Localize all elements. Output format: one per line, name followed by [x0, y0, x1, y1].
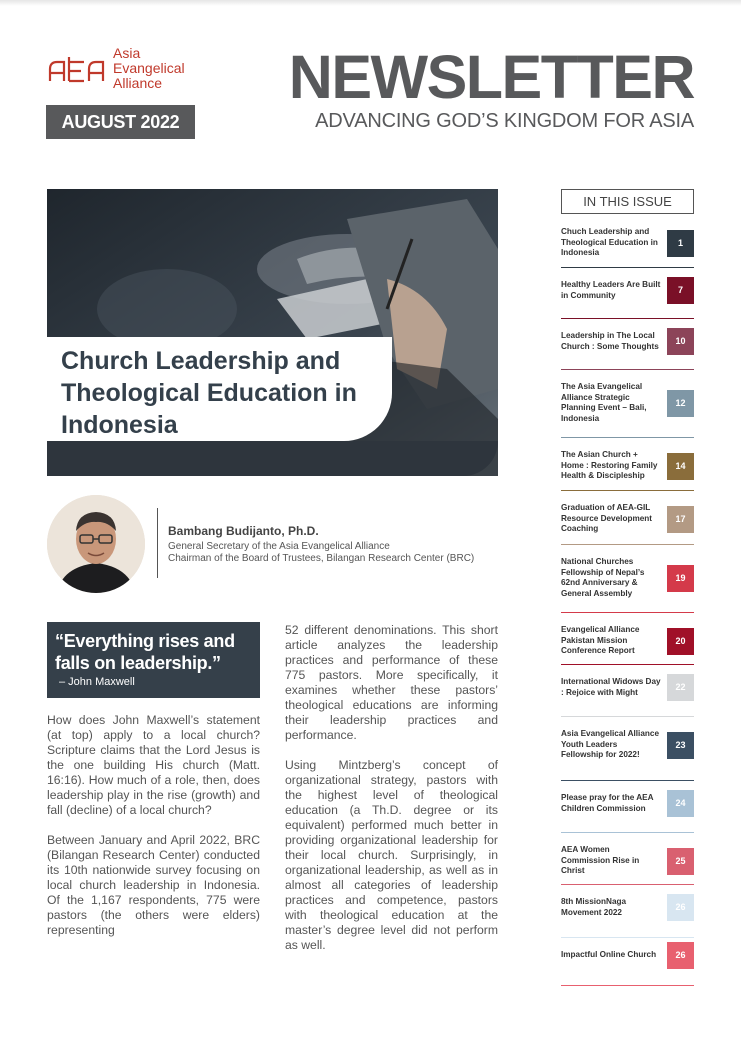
issue-item-label: 8th MissionNaga Movement 2022 — [561, 897, 627, 917]
article-column-2 — [285, 623, 498, 968]
logo-line1: Asia — [113, 45, 141, 61]
issue-page-badge: 14 — [667, 453, 694, 480]
logo-line2: Evangelical — [113, 60, 185, 76]
issue-item-label: National Churches Fellowship of Nepal’s 62nd Anniversary & General Assembly — [561, 557, 645, 598]
issue-item-label: Asia Evangelical Alliance Youth Leaders Fellowship for 2022! — [561, 729, 659, 759]
issue-page-badge: 7 — [667, 277, 694, 304]
issue-date: AUGUST 2022 — [46, 105, 195, 139]
issue-item-label: International Widows Day : Rejoice with Might — [561, 677, 661, 697]
issue-page-badge: 22 — [667, 674, 694, 701]
issue-item-label: Healthy Leaders Are Built in Community — [561, 280, 661, 300]
author-block — [168, 524, 474, 565]
issue-page-badge: 12 — [667, 390, 694, 417]
aea-logo-mark-icon — [47, 54, 107, 84]
paragraph: Using Mintzberg’s concept of organizational strategy, pastors with the highest level of theological education (a Th.D. degree or its equivalent) performed much better in providing organizational leadership for their local church. Surprisingly, in organizational leadership, as well as in almost all categories of leadership practices and competence, pastors with theological education at the master’s degree level did not perform as well. — [285, 758, 498, 952]
issue-item-label: Graduation of AEA-GIL Resource Development Coaching — [561, 503, 653, 533]
issue-page-badge: 17 — [667, 506, 694, 533]
author-divider — [157, 508, 158, 578]
issue-divider — [561, 937, 694, 938]
logo-wordmark — [113, 46, 223, 91]
issue-divider — [561, 716, 694, 717]
paragraph: How does John Maxwell’s statement (at top) apply to a local church? Scripture claims that the Lord Jesus is the one building His church (Matt. 16:16). How much of a role, then, does leadership play in the rise (growth) and fall (decline) of a local church? — [47, 713, 260, 817]
issue-divider — [561, 612, 694, 613]
issue-item-label: Leadership in The Local Church : Some Thoughts — [561, 331, 659, 351]
pull-quote — [47, 622, 260, 698]
author-role-2: Chairman of the Board of Trustees, Bilangan Research Center (BRC) — [168, 553, 475, 564]
issue-divider — [561, 884, 694, 885]
issue-item-label: Evangelical Alliance Pakistan Mission Conference Report — [561, 625, 640, 655]
issue-divider — [561, 544, 694, 545]
article-column-1 — [47, 713, 260, 953]
author-avatar — [47, 495, 145, 593]
top-shadow — [0, 0, 741, 6]
issue-page-badge: 1 — [667, 230, 694, 257]
quote-attribution: – John Maxwell — [59, 676, 135, 688]
masthead — [268, 43, 694, 133]
issue-page-badge: 23 — [667, 732, 694, 759]
issue-item-label: Chuch Leadership and Theological Education in Indonesia — [561, 227, 658, 257]
issue-divider — [561, 985, 694, 986]
newsletter-tagline: ADVANCING GOD’S KINGDOM FOR ASIA — [315, 110, 694, 132]
issue-divider — [561, 437, 694, 438]
issue-page-badge: 25 — [667, 848, 694, 875]
quote-text: “Everything rises and falls on leadership.” — [55, 631, 235, 673]
article-title: Church Leadership and Theological Education in Indonesia — [61, 347, 357, 439]
issue-divider — [561, 780, 694, 781]
author-role-1: General Secretary of the Asia Evangelical Alliance — [168, 541, 390, 552]
paragraph: 52 different denominations. This short article analyzes the leadership practices and performance of these 775 pastors. More specifically, it examines whether these pastors’ theological educations are informing their leadership practices and performance. — [285, 623, 498, 742]
paragraph: Between January and April 2022, BRC (Bilangan Research Center) conducted its 10th nationwide survey focusing on local church leadership in Indonesia. Of the 1,167 respondents, 775 were pastors (the others were elders) representing — [47, 833, 260, 937]
newsletter-title: NEWSLETTER — [288, 43, 694, 111]
issue-item-label: The Asian Church + Home : Restoring Family Health & Discipleship — [561, 450, 658, 480]
author-photo-icon — [47, 495, 145, 593]
issue-divider — [561, 267, 694, 268]
issue-divider — [561, 369, 694, 370]
logo-line3: Alliance — [113, 75, 163, 91]
issue-item-label: The Asia Evangelical Alliance Strategic Planning Event – Bali, Indonesia — [561, 382, 647, 423]
issue-page-badge: 19 — [667, 565, 694, 592]
issue-page-badge: 10 — [667, 328, 694, 355]
author-name: Bambang Budijanto, Ph.D. — [168, 524, 319, 538]
issue-page-badge: 24 — [667, 790, 694, 817]
issue-page-badge: 26 — [667, 942, 694, 969]
issue-divider — [561, 664, 694, 665]
issue-item-label: Please pray for the AEA Children Commission — [561, 793, 654, 813]
issue-item-label: AEA Women Commission Rise in Christ — [561, 845, 640, 875]
issue-divider — [561, 832, 694, 833]
hero-bottom-band — [47, 441, 498, 476]
issue-page-badge: 26 — [667, 894, 694, 921]
in-this-issue-heading: IN THIS ISSUE — [561, 189, 694, 214]
issue-page-badge: 20 — [667, 628, 694, 655]
issue-divider — [561, 490, 694, 491]
hero-title-panel — [47, 337, 392, 441]
issue-item-label: Impactful Online Church — [561, 950, 657, 959]
issue-divider — [561, 318, 694, 319]
